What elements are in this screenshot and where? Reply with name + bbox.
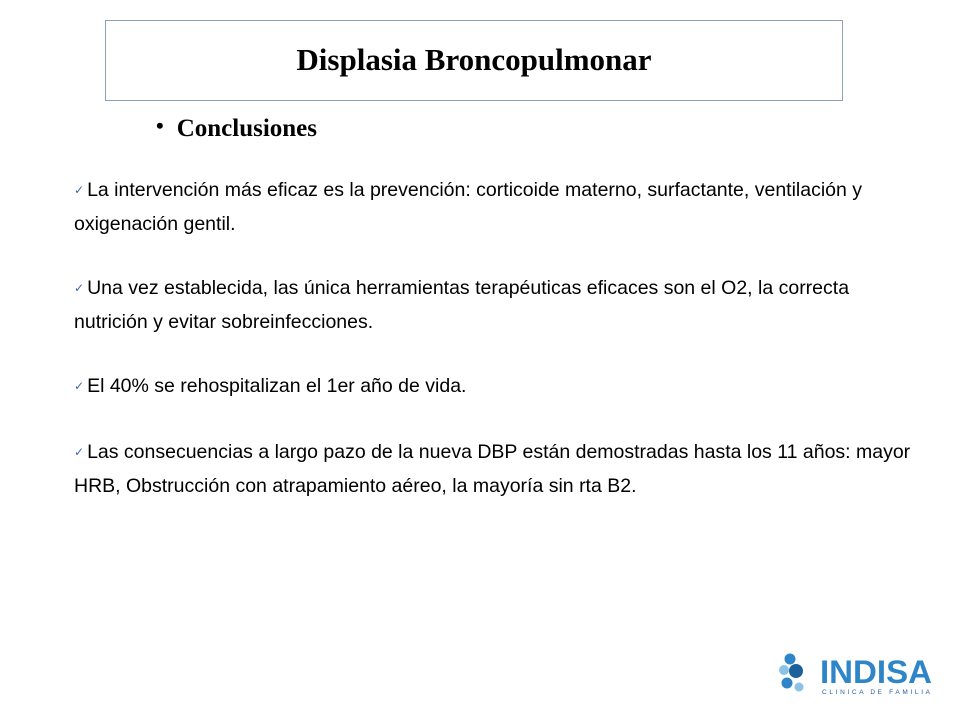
conclusion-text-2: Una vez establecida, las única herramientas terapéuticas eficaces son el O2, la correcta nutrición y evitar sobreinfecciones. — [74, 277, 850, 333]
slide-title: Displasia Broncopulmonar — [296, 41, 652, 77]
logo-wordmark: INDISA — [820, 654, 932, 690]
subtitle — [156, 112, 317, 146]
conclusion-item-3 — [74, 370, 914, 404]
indisa-logo-icon — [779, 654, 804, 692]
check-icon: ✓ — [74, 445, 85, 459]
logo-tagline: CLINICA DE FAMILIA — [822, 689, 930, 696]
conclusion-item-2 — [74, 272, 914, 338]
subtitle-text: Conclusiones — [176, 115, 318, 142]
bullet-icon: • — [156, 113, 164, 138]
conclusion-text-1: La intervención más eficaz es la prevención: corticoide materno, surfactante, ventilación y oxigenación gentil. — [74, 179, 863, 235]
conclusion-item-4 — [74, 436, 914, 502]
conclusions-list — [74, 174, 914, 534]
check-icon: ✓ — [74, 281, 85, 295]
conclusion-text-3: El 40% se rehospitalizan el 1er año de vida. — [87, 375, 467, 397]
check-icon: ✓ — [74, 183, 85, 197]
check-icon: ✓ — [74, 379, 85, 393]
indisa-logo — [776, 650, 936, 698]
title-box — [105, 20, 843, 101]
conclusion-item-1 — [74, 174, 914, 240]
conclusion-text-4: Las consecuencias a largo pazo de la nueva DBP están demostradas hasta los 11 años: mayor HRB, Obstrucción con atrapamiento aéreo, la mayoría sin rta B2. — [74, 441, 911, 497]
